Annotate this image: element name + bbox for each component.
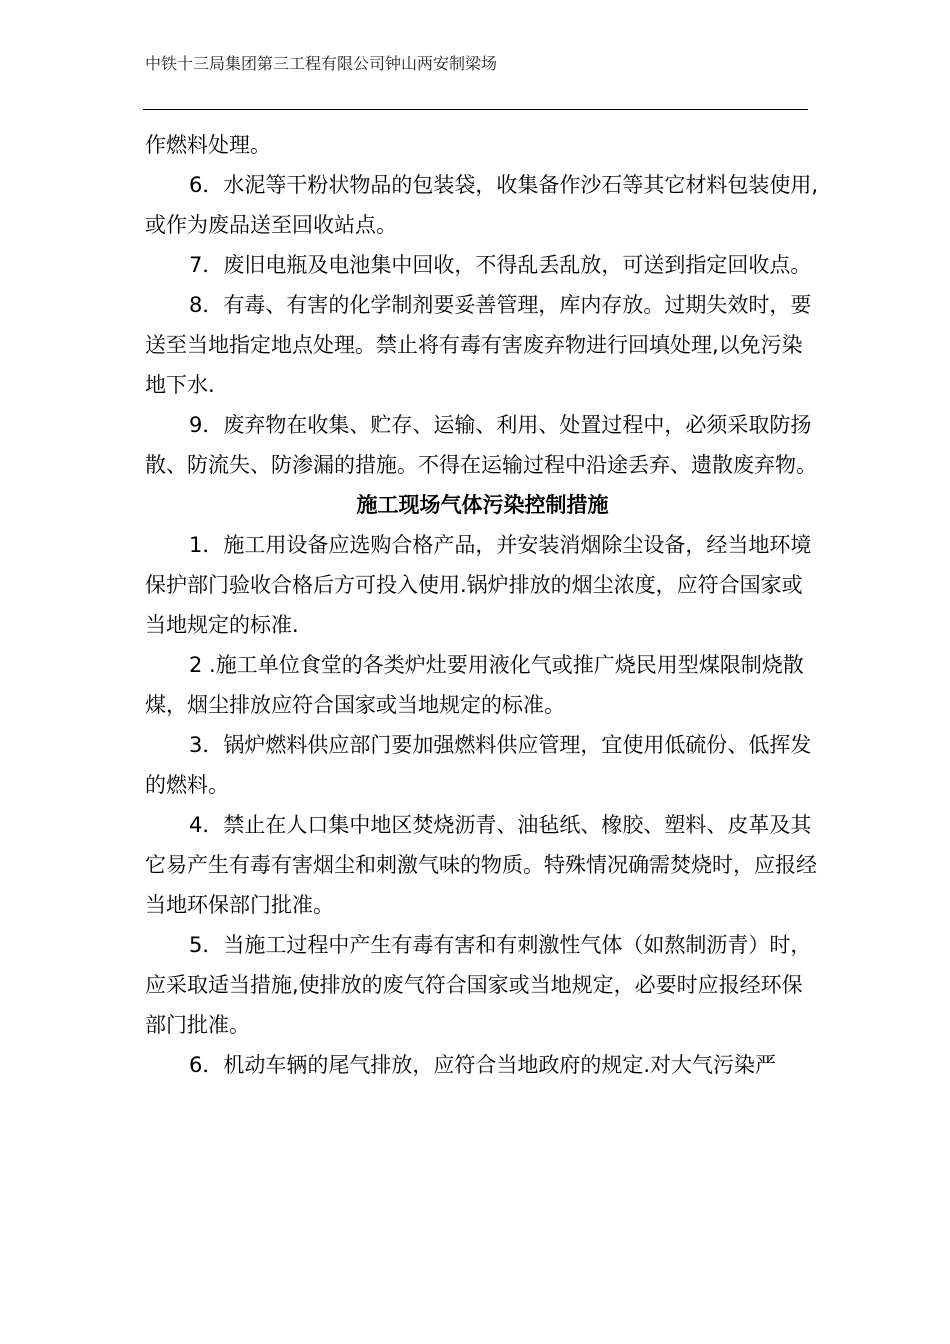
waste-item-8: 8．有毒、有害的化学制剂要妥善管理，库内存放。过期失效时，要送至当地指定地点处理。禁止将有毒有害废弃物进行回填处理,以免污染地下水. (145, 293, 812, 397)
intro-paragraph: 作燃料处理。 (145, 133, 271, 157)
document-body (145, 125, 820, 1085)
waste-item-9: 9．废弃物在收集、贮存、运输、利用、处置过程中，必须采取防扬散、防流失、防渗漏的措施。不得在运输过程中沿途丢弃、遗散废弃物。 (145, 413, 817, 477)
page-header: 中铁十三局集团第三工程有限公司钟山两安制梁场 (145, 54, 498, 73)
gas-item-5: 5．当施工过程中产生有毒有害和有刺激性气体（如熬制沥青）时，应采取适当措施,使排放的废气符合国家或当地规定，必要时应报经环保部门批准。 (145, 933, 812, 1037)
section-title: 施工现场气体污染控制措施 (356, 493, 609, 517)
gas-item-6: 6．机动车辆的尾气排放，应符合当地政府的规定.对大气污染严 (189, 1053, 777, 1077)
gas-item-1: 1．施工用设备应选购合格产品，并安装消烟除尘设备，经当地环境保护部门验收合格后方可投入使用.锅炉排放的烟尘浓度，应符合国家或当地规定的标准. (145, 533, 812, 637)
gas-item-2: 2 .施工单位食堂的各类炉灶要用液化气或推广烧民用型煤限制烧散煤，烟尘排放应符合国家或当地规定的标准。 (145, 653, 804, 717)
gas-item-3: 3．锅炉燃料供应部门要加强燃料供应管理，宜使用低硫份、低挥发的燃料。 (145, 733, 812, 797)
header-divider (143, 109, 808, 110)
waste-item-7: 7．废旧电瓶及电池集中回收，不得乱丢乱放，可送到指定回收点。 (189, 253, 812, 277)
gas-item-4: 4．禁止在人口集中地区焚烧沥青、油毡纸、橡胶、塑料、皮革及其它易产生有毒有害烟尘和刺激气味的物质。特殊情况确需焚烧时，应报经当地环保部门批准。 (145, 813, 817, 917)
waste-item-6: 6．水泥等干粉状物品的包装袋，收集备作沙石等其它材料包装使用,或作为废品送至回收站点。 (145, 173, 819, 237)
